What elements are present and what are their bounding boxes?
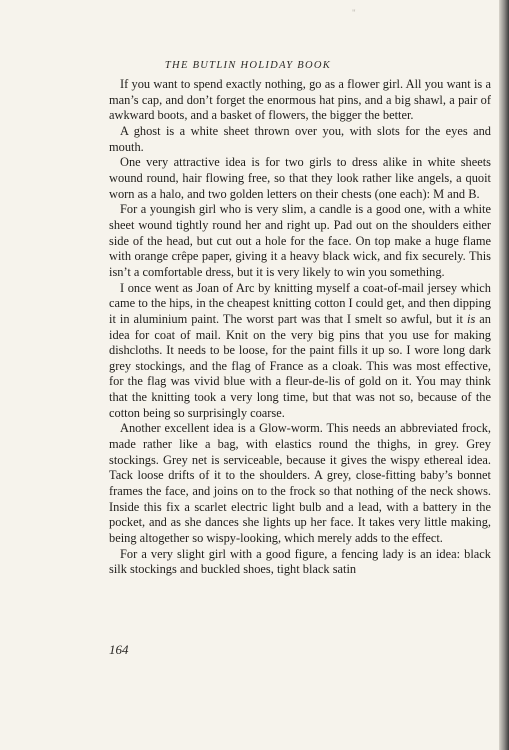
running-head: THE BUTLIN HOLIDAY BOOK [164, 60, 332, 71]
paragraph-glow-worm: Another excellent idea is a Glow-worm. This needs an abbreviated frock, made rather like a bag, with elastics round the thighs, in grey. Grey stockings. Grey net is serviceable, because it gives the wispy ethereal idea. Tack loose drifts of it to the shoulders. A grey, close-fitting baby’s bonnet frames the face, and joins on to the frock so that nothing of the neck shows. Inside this fix a scarlet electric light bulb and a lead, with a battery in the pocket, and as she dances she lights up her face. It takes very little making, being altogether so wispy-looking, which merely adds to the effect. [109, 421, 491, 546]
paragraph-fencing-lady: For a very slight girl with a good figure, a fencing lady is an idea: black silk stockings and buckled shoes, tight black satin [109, 546, 491, 577]
joan-emphasis: is [467, 311, 476, 326]
page-number: 164 [109, 642, 129, 657]
paragraph-flower-girl: If you want to spend exactly nothing, go as a flower girl. All you want is a man’s cap, and don’t forget the enormous hat pins, and a big shawl, a pair of awkward boots, and a basket of flowers, the bigger the better. [109, 77, 491, 123]
paragraph-angels: One very attractive idea is for two girls to dress alike in white sheets wound round, hair flowing free, so that they look rather like angels, a quoit worn as a halo, and two golden letters on their chests (one each): M and B. [109, 155, 491, 201]
paragraph-candle: For a youngish girl who is very slim, a candle is a good one, with a white sheet wound tightly round her and right up. Pad out on the shoulders either side of the head, but cut out a hole for the face. On top make a huge flame with orange crêpe paper, giving it a heavy black wick, and fix securely. This isn’t a comfortable dress, but it is very likely to win you something. [109, 202, 491, 279]
paragraph-ghost: A ghost is a white sheet thrown over you, with slots for the eyes and mouth. [109, 123, 491, 154]
paragraph-joan-of-arc [109, 281, 491, 422]
body-text [109, 77, 491, 578]
joan-text-after: an idea for coat of mail. Knit on the very big pins that you use for making dishcloths. It needs to be loose, for the paint fills it up so. I wore long dark grey stockings, and the flag of France as a cloak. This was most effective, for the flag was vivid blue with a fleur-de-lis of gold on it. You may think that the knitting took a very long time, but that was not so, because of the cotton being so surprisingly coarse. [109, 311, 491, 420]
page-edge-shadow [499, 0, 509, 750]
pencil-mark: " [352, 8, 357, 18]
joan-text-before: I once went as Joan of Arc by knitting myself a coat-of-mail jersey which came to the hips, in the cheapest knitting cotton I could get, and then dipping it in aluminium paint. The worst part was that I smelt so awful, but it [109, 280, 491, 326]
